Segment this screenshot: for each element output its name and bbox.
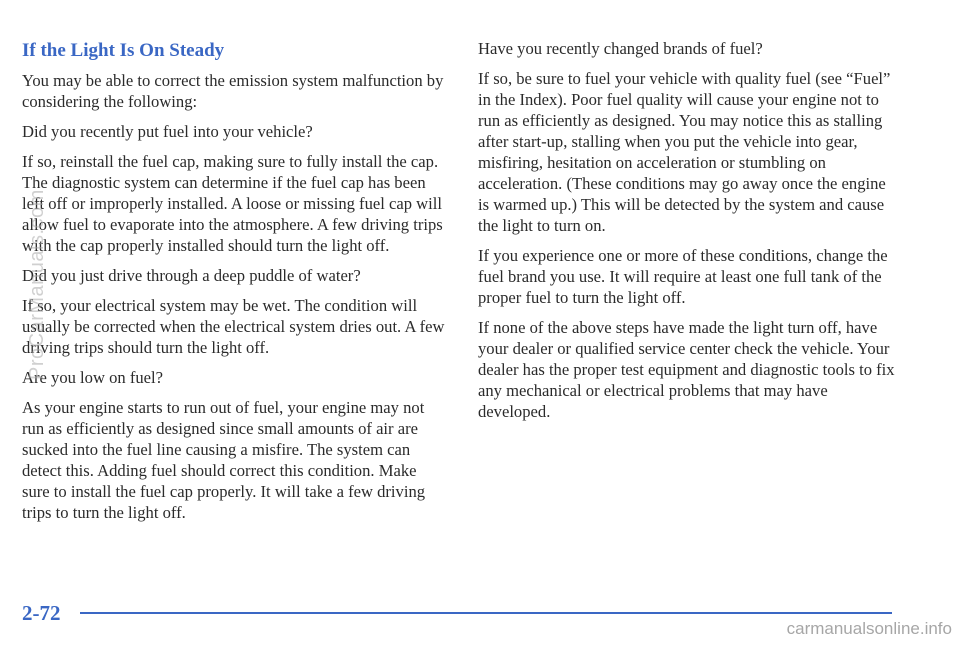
vertical-watermark-text: ProCarManuals.com [26,189,48,380]
paragraph-fuel-quality: If so, be sure to fuel your vehicle with quality fuel (see “Fuel” in the Index). Poor fuel quality will cause your engine not to run as efficiently as designed. You may notice this as stalling after start-up, stalling when you put the vehicle into gear, misfiring, hesitation on acceleration or stumbling on acceleration. (These conditions may go away once the engine is warmed up.) This will be detected by the system and cause the light to turn on. [478,69,891,235]
page-footer [22,601,892,631]
paragraph-intro: You may be able to correct the emission system malfunction by considering the following: [22,71,444,111]
section-heading: If the Light Is On Steady [22,40,225,61]
footer-divider [80,612,892,614]
page-number: 2-72 [22,601,61,625]
question-fuel-brand: Have you recently changed brands of fuel? [478,39,763,58]
paragraph-electrical-wet: If so, your electrical system may be wet. The condition will usually be corrected when the electrical system dries out. A few driving trips should turn the light off. [22,296,445,357]
site-watermark: carmanualsonline.info [786,619,952,638]
paragraph-fuel-cap: If so, reinstall the fuel cap, making sure to fully install the cap. The diagnostic system can determine if the fuel cap has been left off or improperly installed. A loose or missing fuel cap will allow fuel to evaporate into the atmosphere. A few driving trips with the cap properly installed should turn the light off. [22,152,443,255]
paragraph-see-dealer: If none of the above steps have made the light turn off, have your dealer or qualified service center check the vehicle. Your dealer has the proper test equipment and diagnostic tools to fix any mechanical or electrical problems that may have developed. [478,318,895,421]
right-column [478,38,898,431]
left-column [22,40,448,532]
question-fuel-recently: Did you recently put fuel into your vehicle? [22,122,313,141]
question-low-fuel: Are you low on fuel? [22,368,164,387]
question-puddle: Did you just drive through a deep puddle of water? [22,266,361,285]
paragraph-low-fuel: As your engine starts to run out of fuel, your engine may not run as efficiently as designed since small amounts of air are sucked into the fuel line causing a misfire. The system can detect this. Adding fuel should correct this condition. Make sure to install the fuel cap properly. It will take a few driving trips to turn the light off. [22,398,426,522]
paragraph-change-brand: If you experience one or more of these conditions, change the fuel brand you use. It will require at least one full tank of the proper fuel to turn the light off. [478,246,888,307]
